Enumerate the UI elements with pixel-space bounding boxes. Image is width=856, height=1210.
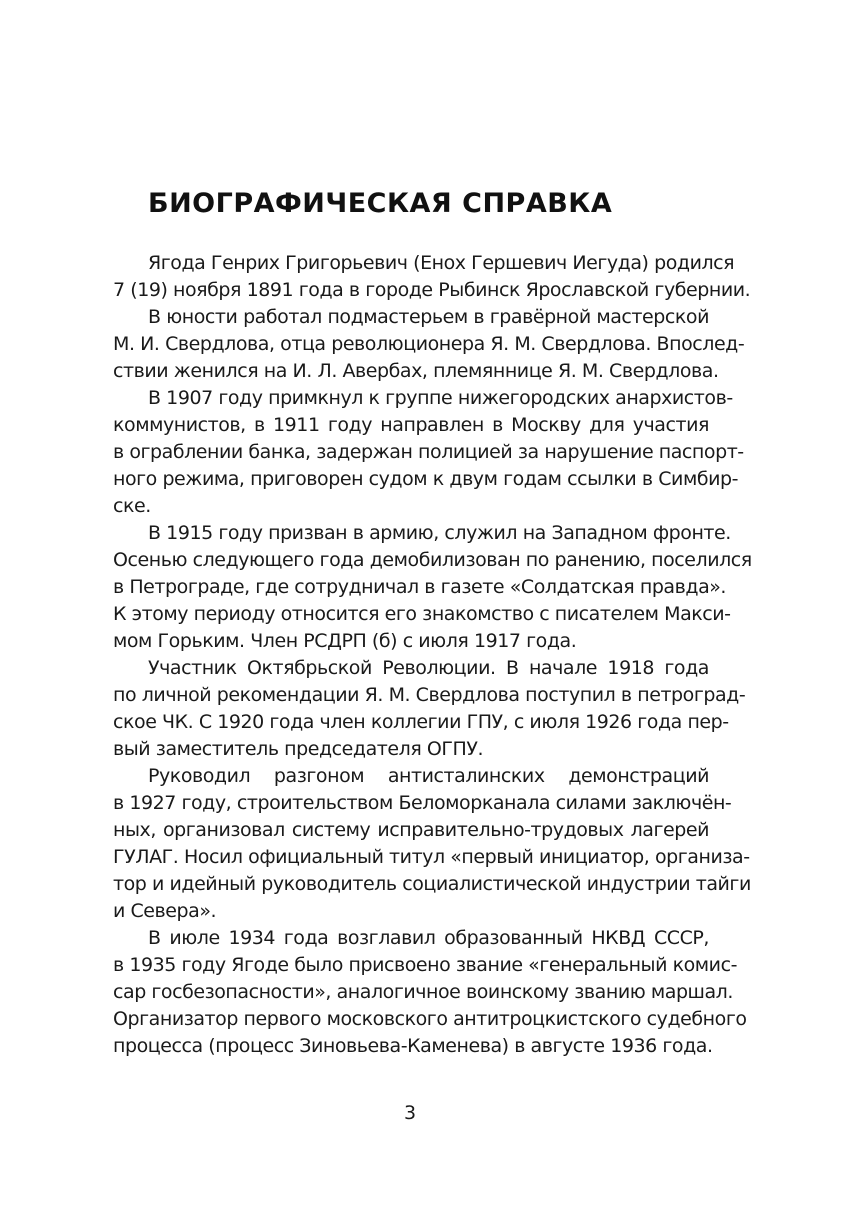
text-line: В 1907 году примкнул к группе нижегородских анархистов- [148, 387, 733, 409]
text-line: Осенью следующего года демобилизован по ранению, поселился [113, 549, 752, 571]
text-line: ское ЧК. С 1920 года член коллегии ГПУ, с июля 1926 года пер- [113, 711, 729, 733]
text-line: 7 (19) ноября 1891 года в городе Рыбинск Ярославской губернии. [113, 279, 751, 301]
text-line: К этому периоду относится его знакомство с писателем Макси- [113, 603, 731, 625]
text-line: М. И. Свердлова, отца революционера Я. М. Свердлова. Впослед- [113, 333, 745, 355]
text-line: вый заместитель председателя ОГПУ. [113, 738, 484, 760]
text-line: Организатор первого московского антитроцкистского судебного [113, 1008, 747, 1030]
text-line: в 1927 году, строительством Беломорканала силами заключён- [113, 792, 732, 814]
text-line: в Петрограде, где сотрудничал в газете «Солдатская правда». [113, 576, 727, 598]
text-line: Руководил разгоном антисталинских демонстраций [148, 765, 709, 787]
text-line: мом Горьким. Член РСДРП (б) с июля 1917 года. [113, 630, 577, 652]
text-line: по личной рекомендации Я. М. Свердлова поступил в петроград- [113, 684, 746, 706]
text-line: Участник Октябрьской Революции. В начале 1918 года [148, 657, 709, 679]
paragraph-youth [113, 304, 745, 385]
paragraph-birth [113, 250, 751, 304]
page-title: БИОГРАФИЧЕСКАЯ СПРАВКА [148, 188, 613, 219]
paragraph-army [113, 520, 752, 655]
text-line: и Севера». [113, 900, 217, 922]
text-line: ного режима, приговорен судом к двум годам ссылки в Симбир- [113, 468, 739, 490]
text-line: коммунистов, в 1911 году направлен в Москву для участия [113, 414, 709, 436]
text-line: процесса (процесс Зиновьева-Каменева) в августе 1936 года. [113, 1035, 713, 1057]
text-line: В 1915 году призван в армию, служил на Западном фронте. [148, 522, 731, 544]
paragraph-revolution [113, 655, 746, 763]
text-line: ствии женился на И. Л. Авербах, племяннице Я. М. Свердлова. [113, 360, 719, 382]
text-line: В июле 1934 года возглавил образованный НКВД СССР, [148, 927, 709, 949]
text-line: ске. [113, 495, 151, 517]
paragraph-nkvd [113, 925, 747, 1060]
paragraph-anarchists [113, 385, 744, 520]
text-line: сар госбезопасности», аналогичное воинскому званию маршал. [113, 981, 733, 1003]
text-line: в 1935 году Ягоде было присвоено звание «генеральный комис- [113, 954, 737, 976]
text-line: ных, организовал систему исправительно-трудовых лагерей [113, 819, 709, 841]
paragraph-gulag [113, 763, 751, 925]
text-line: Ягода Генрих Григорьевич (Енох Гершевич Иегуда) родился [148, 252, 735, 274]
body-text [113, 250, 752, 1060]
text-line: тор и идейный руководитель социалистической индустрии тайги [113, 873, 751, 895]
page-number: 3 [403, 1102, 417, 1124]
text-line: В юности работал подмастерьем в гравёрной мастерской [148, 306, 709, 328]
text-line: ГУЛАГ. Носил официальный титул «первый инициатор, организа- [113, 846, 750, 868]
text-line: в ограблении банка, задержан полицией за нарушение паспорт- [113, 441, 744, 463]
